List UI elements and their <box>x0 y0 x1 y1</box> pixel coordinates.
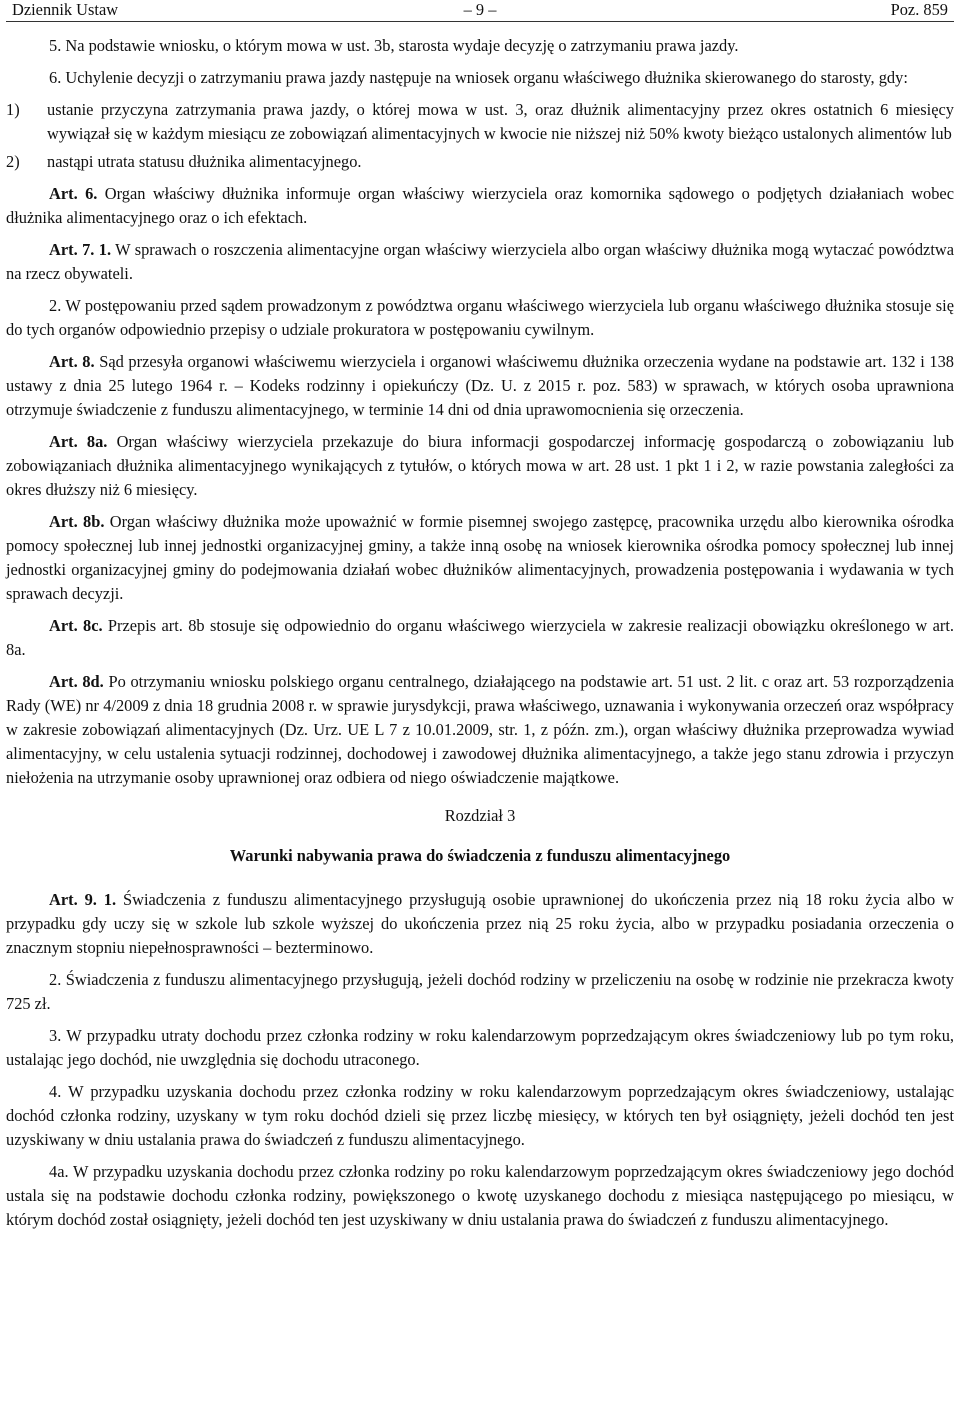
article-label: Art. 8. <box>49 352 95 371</box>
journal-name: Dziennik Ustaw <box>12 0 119 19</box>
article-8c <box>6 614 954 662</box>
article-9-paragraph-4: 4. W przypadku uzyskania dochodu przez członka rodziny w roku kalendarzowym poprzedzającym okres świadczeniowy, ustalając dochód członka rodziny, uzyskany w tym roku dochód dzieli się przez liczbę miesięcy, w których ten był osiągnięty, jeżeli dochód ten jest uzyskiwany w dniu ustalania prawa do świadczeń z funduszu alimentacyjnego. <box>6 1082 954 1149</box>
list-item-2 <box>6 150 954 174</box>
article-text: Organ właściwy dłużnika może upoważnić w formie pisemnej swojego zastępcę, pracownika urzędu albo kierownika ośrodka pomocy społecznej lub innej jednostki organizacyjnej gminy, a także inną osobę na wniosek kierownika ośrodka pomocy społecznej lub innej jednostki organizacyjnej gminy do podejmowania działań wobec dłużników alimentacyjnych, prowadzenia postępowania i wydawania w tych sprawach decyzji. <box>6 512 954 603</box>
article-label: Art. 8d. <box>49 672 104 691</box>
article-text: Po otrzymaniu wniosku polskiego organu centralnego, działającego na podstawie art. 51 ust. 2 lit. c oraz art. 53 rozporządzenia Rady (WE) nr 4/2009 z dnia 18 grudnia 2008 r. w sprawie jurysdykcji, prawa właściwego, uznawania i wykonywania orzeczeń oraz współpracy w zakresie zobowiązań alimentacyjnych (Dz. Urz. UE L 7 z 10.01.2009, str. 1, z późn. zm.), organ właściwy dłużnika przeprowadza wywiad alimentacyjny, w celu ustalenia sytuacji rodzinnej, dochodowej i zawodowej dłużnika alimentacyjnego, a także jego stanu zdrowia i przyczyn niełożenia na utrzymanie osoby uprawnionej oraz odbiera od niego oświadczenie majątkowe. <box>6 672 954 787</box>
page-number: – 9 – <box>463 0 497 19</box>
article-label: Art. 8b. <box>49 512 105 531</box>
article-text: Sąd przesyła organowi właściwemu wierzyciela i organowi właściwemu dłużnika orzeczenia wydane na podstawie art. 132 i 138 ustawy z dnia 25 lutego 1964 r. – Kodeks rodzinny i opiekuńczy (Dz. U. z 2015 r. poz. 583) w sprawach, w których osoba uprawniona otrzymuje świadczenie z funduszu alimentacyjnego, w terminie 14 dni od dnia uprawomocnienia się orzeczenia. <box>6 352 955 419</box>
article-9-paragraph-4a: 4a. W przypadku uzyskania dochodu przez członka rodziny po roku kalendarzowym poprzedzającym okres świadczeniowy jego dochód ustala się na podstawie dochodu członka rodziny, powiększonego o kwotę uzyskanego dochodu z miesiąca następującego po miesiącu, w którym dochód został osiągnięty, jeżeli dochód ten jest uzyskiwany w dniu ustalania prawa do świadczeń z funduszu alimentacyjnego. <box>6 1162 954 1229</box>
article-text: Organ właściwy dłużnika informuje organ właściwy wierzyciela oraz komornika sądowego o podjętych działaniach wobec dłużnika alimentacyjnego oraz o ich efektach. <box>6 184 954 227</box>
article-9 <box>6 888 954 960</box>
article-label: Art. 8a. <box>49 432 108 451</box>
article-label: Art. 8c. <box>49 616 103 635</box>
article-8 <box>6 350 954 422</box>
list-item-text: nastąpi utrata statusu dłużnika alimentacyjnego. <box>47 152 362 171</box>
article-7 <box>6 238 954 286</box>
article-6 <box>6 182 954 230</box>
article-text: Organ właściwy wierzyciela przekazuje do biura informacji gospodarczej informację gospodarczą o zobowiązaniu lub zobowiązaniach dłużnika alimentacyjnego wynikających z tytułów, o których mowa w art. 28 ust. 1 pkt 1 i 2, w razie powstania zaległości za okres dłuższy niż 6 miesięcy. <box>6 432 954 499</box>
list-item-text: ustanie przyczyna zatrzymania prawa jazdy, o której mowa w ust. 3, oraz dłużnik alimentacyjny przez okres ostatnich 6 miesięcy wywiązał się w każdym miesiącu ze zobowiązań alimentacyjnych w kwocie nie niższej niż 50% kwoty bieżąco ustalonych alimentów lub <box>47 100 954 143</box>
article-label: Art. 7. 1. <box>49 240 112 259</box>
article-9-paragraph-2: 2. Świadczenia z funduszu alimentacyjnego przysługują, jeżeli dochód rodziny w przeliczeniu na osobę w rodzinie nie przekracza kwoty 725 zł. <box>6 970 954 1013</box>
list-item-1 <box>6 98 954 146</box>
article-label: Art. 6. <box>49 184 98 203</box>
article-8d <box>6 670 954 790</box>
article-text: Świadczenia z funduszu alimentacyjnego przysługują osobie uprawnionej do ukończenia przez nią 18 roku życia albo w przypadku gdy uczy się w szkole lub szkole wyższej do ukończenia przez nią 25 roku życia, albo w przypadku posiadania orzeczenia o znacznym stopniu niepełnosprawności – bezterminowo. <box>6 890 954 957</box>
article-8b <box>6 510 954 606</box>
chapter-title: Warunki nabywania prawa do świadczenia z funduszu alimentacyjnego <box>229 846 731 865</box>
chapter-label: Rozdział 3 <box>444 806 516 825</box>
page-header <box>6 0 954 22</box>
paragraph-6: 6. Uchylenie decyzji o zatrzymaniu prawa jazdy następuje na wniosek organu właściwego dłużnika skierowanego do starosty, gdy: <box>49 68 908 87</box>
article-text: Przepis art. 8b stosuje się odpowiednio do organu właściwego wierzyciela w zakresie realizacji obowiązku określonego w art. 8a. <box>6 616 954 659</box>
paragraph-5: 5. Na podstawie wniosku, o którym mowa w ust. 3b, starosta wydaje decyzję o zatrzymaniu prawa jazdy. <box>49 36 739 55</box>
document-body <box>6 34 954 1232</box>
list-item-number: 1) <box>6 100 20 119</box>
list-item-number: 2) <box>6 152 20 171</box>
article-7-paragraph-2: 2. W postępowaniu przed sądem prowadzonym z powództwa organu właściwego wierzyciela lub organu właściwego dłużnika stosuje się do tych organów odpowiednio przepisy o udziale prokuratora w postępowaniu cywilnym. <box>6 296 954 339</box>
position-number: Poz. 859 <box>890 0 948 19</box>
article-8a <box>6 430 954 502</box>
article-text: W sprawach o roszczenia alimentacyjne organ właściwy wierzyciela albo organ właściwy dłużnika mogą wytaczać powództwa na rzecz obywateli. <box>6 240 954 283</box>
article-label: Art. 9. 1. <box>49 890 117 909</box>
article-9-paragraph-3: 3. W przypadku utraty dochodu przez członka rodziny w roku kalendarzowym poprzedzającym okres świadczeniowy lub po tym roku, ustalając jego dochód, nie uwzględnia się dochodu utraconego. <box>6 1026 954 1069</box>
